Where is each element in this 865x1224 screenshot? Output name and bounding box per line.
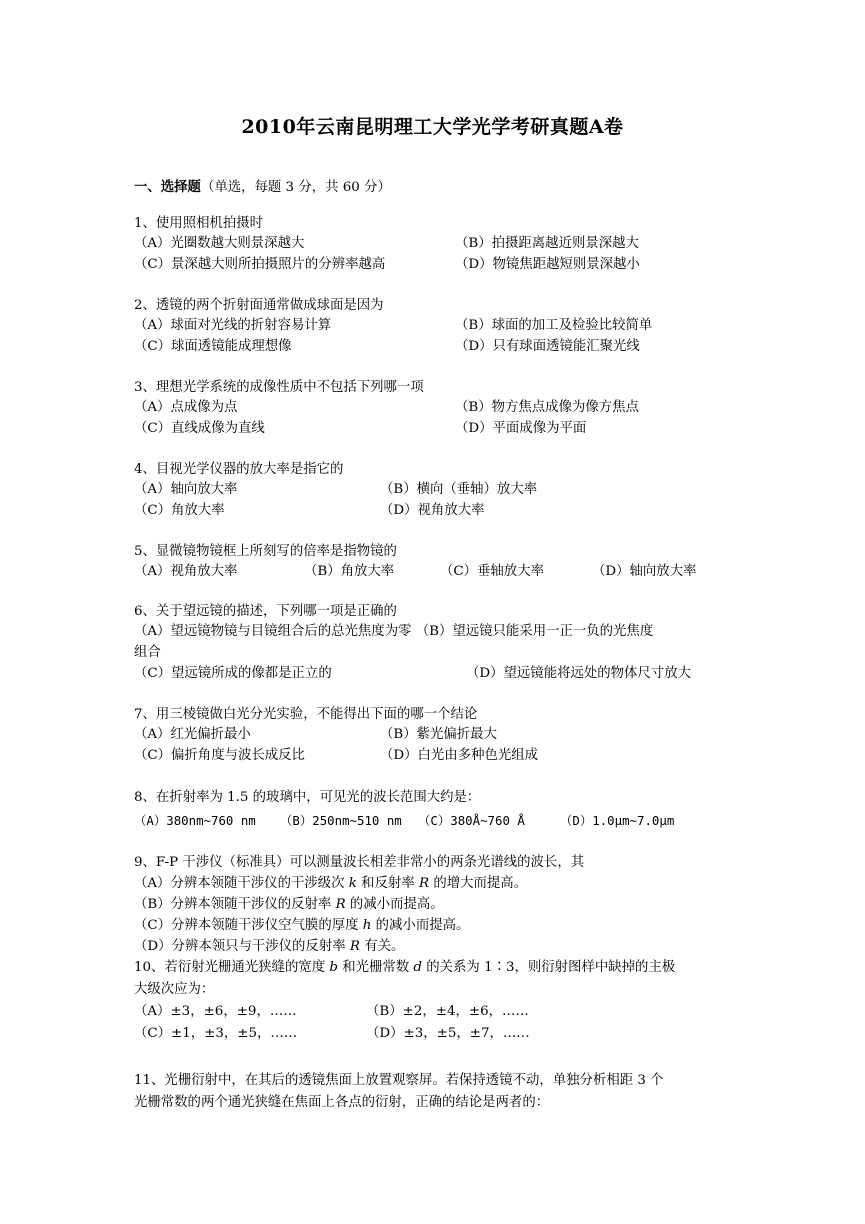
q1-option-b: （B）拍摄距离越近则景深越大 <box>455 236 639 251</box>
q7-option-d: （D）白光由多种色光组成 <box>380 748 539 763</box>
q1-stem: 1、使用照相机拍摄时 <box>134 216 264 231</box>
q10-option-a: （A）±3，±6，±9，…… <box>134 1004 297 1019</box>
q7-option-a: （A）红光偏折最小 <box>134 727 251 742</box>
q8-option-b: （B）250nm~510 nm <box>280 813 402 828</box>
q10-symbol-b: b <box>329 960 338 975</box>
q9-c-text-1: （C）分辨本领随干涉仪空气膜的厚度 <box>134 918 363 933</box>
q9-stem: 9、F-P 干涉仪（标准具）可以测量波长相差非常小的两条光谱线的波长，其 <box>134 855 585 870</box>
q10-text-2: 和光栅常数 <box>337 960 414 975</box>
q8-option-d: （D）1.0μm~7.0μm <box>560 813 675 828</box>
q10-stem <box>134 958 675 978</box>
q9-c-symbol-h: h <box>362 918 372 933</box>
q6-option-ab: （A）望远镜物镜与目镜组合后的总光焦度为零 （B）望远镜只能采用一正一负的光焦度 <box>134 624 654 639</box>
q9-a-text-1: （A）分辨本领随干涉仪的干涉级次 <box>134 876 349 891</box>
q9-c-text-2: 的减小而提高。 <box>371 918 470 933</box>
q9-a-symbol-k: k <box>348 876 357 891</box>
q4-option-c: （C）角放大率 <box>134 503 225 518</box>
q9-d-text-1: （D）分辨本领只与干涉仪的反射率 <box>134 939 350 954</box>
q6-option-c: （C）望远镜所成的像都是正立的 <box>134 666 332 681</box>
q10-option-c: （C）±1，±3，±5，…… <box>134 1026 298 1041</box>
q8-option-c: （C）380Å~760 Å <box>418 813 525 828</box>
q7-stem: 7、用三棱镜做白光分光实验，不能得出下面的哪一个结论 <box>134 707 478 722</box>
section-header <box>134 177 391 198</box>
page-title: 2010年云南昆明理工大学光学考研真题A卷 <box>241 116 624 138</box>
q11-stem-wrap: 光栅常数的两个通光狭缝在焦面上各点的衍射，正确的结论是两者的： <box>134 1095 550 1110</box>
q9-d-text-2: 有关。 <box>359 939 405 954</box>
q5-stem: 5、显微镜物镜框上所刻写的倍率是指物镜的 <box>134 544 397 559</box>
q10-text-1: 10、若衍射光栅通光狭缝的宽度 <box>134 960 330 975</box>
q11-stem: 11、光栅衍射中，在其后的透镜焦面上放置观察屏。若保持透镜不动，单独分析相距 3 个 <box>134 1073 664 1088</box>
section-note: （单选，每题 3 分，共 60 分） <box>200 180 391 195</box>
q5-option-d: （D）轴向放大率 <box>592 564 697 579</box>
q7-option-c: （C）偏折角度与波长成反比 <box>134 748 305 763</box>
q9-d-symbol-r: R <box>349 939 360 954</box>
q3-option-a: （A）点成像为点 <box>134 400 238 415</box>
q8-option-a: （A）380nm~760 nm <box>134 813 256 828</box>
q9-option-b <box>134 895 444 915</box>
q9-option-c <box>134 916 469 936</box>
q2-option-c: （C）球面透镜能成理想像 <box>134 339 292 354</box>
q4-option-a: （A）轴向放大率 <box>134 482 238 497</box>
q6-option-ab-wrap: 组合 <box>134 645 161 660</box>
q8-stem: 8、在折射率为 1.5 的玻璃中，可见光的波长范围大约是： <box>134 790 481 805</box>
q10-stem-wrap: 大级次应为： <box>134 982 215 997</box>
q10-option-b: （B）±2，±4，±6，…… <box>366 1004 529 1019</box>
q9-option-a <box>134 874 527 894</box>
q10-text-3: 的关系为 1∶3，则衍射图样中缺掉的主极 <box>422 960 676 975</box>
q2-option-b: （B）球面的加工及检验比较简单 <box>455 318 653 333</box>
q3-option-c: （C）直线成像为直线 <box>134 421 265 436</box>
q6-stem: 6、关于望远镜的描述，下列哪一项是正确的 <box>134 604 397 619</box>
q10-option-d: （D）±3，±5，±7，…… <box>366 1026 530 1041</box>
q1-option-d: （D）物镜焦距越短则景深越小 <box>455 257 640 272</box>
q9-b-text-2: 的减小而提高。 <box>345 897 444 912</box>
q3-stem: 3、理想光学系统的成像性质中不包括下列哪一项 <box>134 380 424 395</box>
q3-option-d: （D）平面成像为平面 <box>455 421 587 436</box>
q9-b-symbol-r: R <box>335 897 346 912</box>
section-head: 一、选择题 <box>134 179 201 195</box>
q4-option-d: （D）视角放大率 <box>380 503 485 518</box>
q2-option-d: （D）只有球面透镜能汇聚光线 <box>455 339 640 354</box>
q9-option-d <box>134 937 404 957</box>
q9-a-text-2: 和反射率 <box>356 876 419 891</box>
q10-symbol-d: d <box>413 960 422 975</box>
q6-option-d: （D）望远镜能将远处的物体尺寸放大 <box>466 666 691 681</box>
q9-a-symbol-r: R <box>419 876 430 891</box>
q4-option-b: （B）横向（垂轴）放大率 <box>380 482 538 497</box>
q1-option-c: （C）景深越大则所拍摄照片的分辨率越高 <box>134 257 386 272</box>
q3-option-b: （B）物方焦点成像为像方焦点 <box>455 400 639 415</box>
q5-option-b: （B）角放大率 <box>304 564 395 579</box>
q5-option-c: （C）垂轴放大率 <box>440 564 544 579</box>
q2-option-a: （A）球面对光线的折射容易计算 <box>134 318 332 333</box>
q5-option-a: （A）视角放大率 <box>134 564 238 579</box>
q9-a-text-3: 的增大而提高。 <box>429 876 528 891</box>
q2-stem: 2、透镜的两个折射面通常做成球面是因为 <box>134 298 384 313</box>
q1-option-a: （A）光圈数越大则景深越大 <box>134 236 305 251</box>
q9-b-text-1: （B）分辨本领随干涉仪的反射率 <box>134 897 336 912</box>
q4-stem: 4、目视光学仪器的放大率是指它的 <box>134 462 344 477</box>
q7-option-b: （B）紫光偏折最大 <box>380 727 497 742</box>
